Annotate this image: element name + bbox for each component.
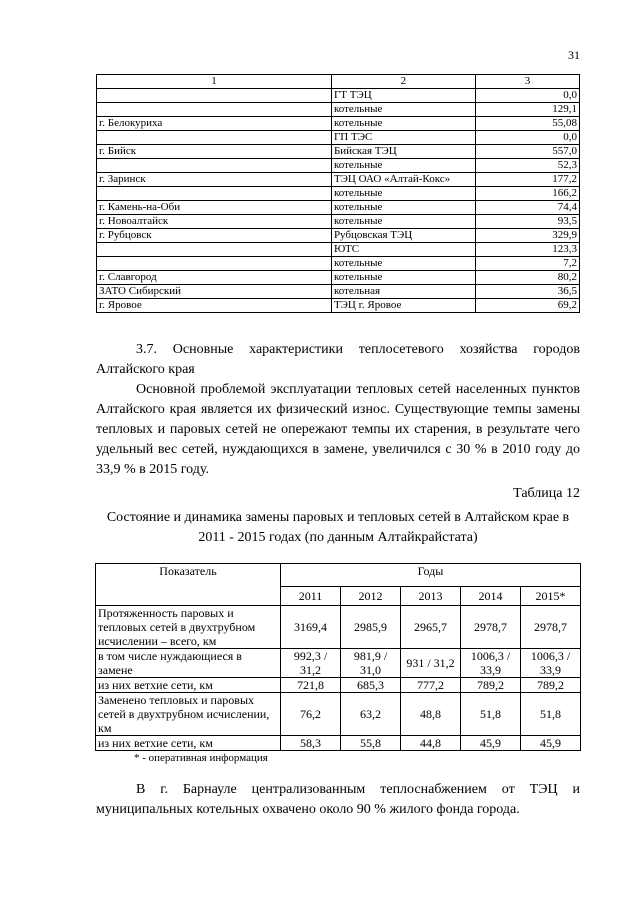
t1-city-cell (97, 243, 332, 257)
t2-value-cell: 777,2 (401, 678, 461, 693)
t2-year: 2013 (401, 587, 461, 606)
t1-value-cell: 93,5 (475, 215, 579, 229)
t2-row (96, 649, 581, 678)
t2-row-label: в том числе нуждающиеся в замене (96, 649, 281, 678)
t1-city-cell (97, 159, 332, 173)
t2-year: 2015* (521, 587, 581, 606)
t2-value-cell: 1006,3 / 33,9 (461, 649, 521, 678)
t2-value-cell: 58,3 (281, 736, 341, 751)
t1-city-cell: г. Камень-на-Оби (97, 201, 332, 215)
t1-row (97, 201, 580, 215)
t2-value-cell: 51,8 (461, 693, 521, 736)
table-number: Таблица 12 (513, 486, 580, 501)
t1-city-cell (97, 103, 332, 117)
t1-source-cell: Бийская ТЭЦ (331, 145, 475, 159)
t1-value-cell: 177,2 (475, 173, 579, 187)
t2-value-cell: 2978,7 (521, 606, 581, 649)
t2-value-cell: 2985,9 (341, 606, 401, 649)
t2-value-cell: 76,2 (281, 693, 341, 736)
t2-value-cell: 2965,7 (401, 606, 461, 649)
t1-source-cell: ЮТС (331, 243, 475, 257)
t1-city-cell: г. Заринск (97, 173, 332, 187)
t2-row-label: Заменено тепловых и паровых сетей в двухтрубном исчислении, км (96, 693, 281, 736)
t1-city-cell: г. Яровое (97, 299, 332, 313)
t1-header-3: 3 (475, 75, 579, 89)
t1-row (97, 89, 580, 103)
t2-row (96, 736, 581, 751)
t1-value-cell: 52,3 (475, 159, 579, 173)
t1-row (97, 299, 580, 313)
page-number: 31 (568, 48, 580, 62)
t1-row (97, 229, 580, 243)
t2-value-cell: 3169,4 (281, 606, 341, 649)
section-heading: 3.7. Основные характеристики теплосетевого хозяйства городов Алтайского края (96, 342, 580, 377)
t1-value-cell: 36,5 (475, 285, 579, 299)
t1-source-cell: котельные (331, 187, 475, 201)
t1-row (97, 187, 580, 201)
t2-value-cell: 2978,7 (461, 606, 521, 649)
t2-value-cell: 1006,3 / 33,9 (521, 649, 581, 678)
t1-row (97, 145, 580, 159)
t1-row (97, 117, 580, 131)
t2-row-label: из них ветхие сети, км (96, 678, 281, 693)
section-paragraph: Основной проблемой эксплуатации тепловых сетей населенных пунктов Алтайского края является их физический износ. Существующие темпы замены тепловых и паровых сетей не опережают темпы их старения, в результате чего удельный вес сетей, нуждающихся в замене, увеличился с 30 % в 2010 году до 33,9 % в 2015 году. (96, 382, 580, 477)
t1-value-cell: 129,1 (475, 103, 579, 117)
t1-source-cell: котельные (331, 117, 475, 131)
t1-row (97, 215, 580, 229)
t2-value-cell: 55,8 (341, 736, 401, 751)
t1-city-cell (97, 257, 332, 271)
t1-city-cell (97, 131, 332, 145)
t1-source-cell: котельные (331, 257, 475, 271)
t2-value-cell: 981,9 / 31,0 (341, 649, 401, 678)
t1-source-cell: котельные (331, 103, 475, 117)
t1-city-cell (97, 187, 332, 201)
t1-row (97, 257, 580, 271)
t1-source-cell: ГП ТЭС (331, 131, 475, 145)
t2-value-cell: 992,3 / 31,2 (281, 649, 341, 678)
t2-row-label: из них ветхие сети, км (96, 736, 281, 751)
t1-city-cell: г. Бийск (97, 145, 332, 159)
t1-city-cell: г. Белокуриха (97, 117, 332, 131)
t1-value-cell: 74,4 (475, 201, 579, 215)
t2-years-header: Годы (281, 564, 581, 587)
t1-row (97, 103, 580, 117)
t1-city-cell: ЗАТО Сибирский (97, 285, 332, 299)
t2-value-cell: 51,8 (521, 693, 581, 736)
t1-source-cell: ТЭЦ ОАО «Алтай-Кокс» (331, 173, 475, 187)
t1-value-cell: 80,2 (475, 271, 579, 285)
t1-city-cell: г. Новоалтайск (97, 215, 332, 229)
section-3-7 (96, 340, 580, 480)
t1-city-cell: г. Славгород (97, 271, 332, 285)
t2-row (96, 678, 581, 693)
t1-header-2: 2 (331, 75, 475, 89)
t2-year: 2011 (281, 587, 341, 606)
t2-year: 2014 (461, 587, 521, 606)
t1-value-cell: 123,3 (475, 243, 579, 257)
t1-city-cell (97, 89, 332, 103)
t1-header-1: 1 (97, 75, 332, 89)
t1-value-cell: 329,9 (475, 229, 579, 243)
heat-sources-table (96, 74, 580, 313)
t2-value-cell: 685,3 (341, 678, 401, 693)
t1-source-cell: котельные (331, 201, 475, 215)
t1-row (97, 131, 580, 145)
table-footnote: * - оперативная информация (134, 752, 268, 764)
t1-source-cell: котельные (331, 215, 475, 229)
t2-value-cell: 45,9 (521, 736, 581, 751)
t2-value-cell: 48,8 (401, 693, 461, 736)
t1-value-cell: 557,0 (475, 145, 579, 159)
t1-source-cell: котельные (331, 159, 475, 173)
t2-value-cell: 789,2 (461, 678, 521, 693)
t1-value-cell: 0,0 (475, 89, 579, 103)
t2-row-label: Протяженность паровых и тепловых сетей в двухтрубном исчислении – всего, км (96, 606, 281, 649)
t1-value-cell: 69,2 (475, 299, 579, 313)
t2-year: 2012 (341, 587, 401, 606)
table-title: Состояние и динамика замены паровых и тепловых сетей в Алтайском крае в 2011 - 2015 годах (по данным Алтайкрайстата) (106, 510, 570, 545)
t1-source-cell: котельные (331, 271, 475, 285)
t2-row (96, 693, 581, 736)
t1-source-cell: ТЭЦ г. Яровое (331, 299, 475, 313)
t1-source-cell: ГТ ТЭЦ (331, 89, 475, 103)
t1-city-cell: г. Рубцовск (97, 229, 332, 243)
t2-value-cell: 45,9 (461, 736, 521, 751)
t2-value-cell: 63,2 (341, 693, 401, 736)
networks-table (95, 563, 581, 751)
t1-row (97, 243, 580, 257)
t2-value-cell: 721,8 (281, 678, 341, 693)
t2-value-cell: 789,2 (521, 678, 581, 693)
t1-row (97, 271, 580, 285)
t2-row (96, 606, 581, 649)
closing-paragraph: В г. Барнауле централизованным теплоснабжением от ТЭЦ и муниципальных котельных охвачено около 90 % жилого фонда города. (96, 782, 580, 817)
t1-value-cell: 55,08 (475, 117, 579, 131)
t1-value-cell: 0,0 (475, 131, 579, 145)
t1-row (97, 285, 580, 299)
t1-row (97, 159, 580, 173)
t1-row (97, 173, 580, 187)
t2-value-cell: 44,8 (401, 736, 461, 751)
t2-value-cell: 931 / 31,2 (401, 649, 461, 678)
t1-source-cell: Рубцовская ТЭЦ (331, 229, 475, 243)
t1-source-cell: котельная (331, 285, 475, 299)
t1-value-cell: 7,2 (475, 257, 579, 271)
t1-value-cell: 166,2 (475, 187, 579, 201)
t2-indicator-header: Показатель (96, 564, 281, 606)
